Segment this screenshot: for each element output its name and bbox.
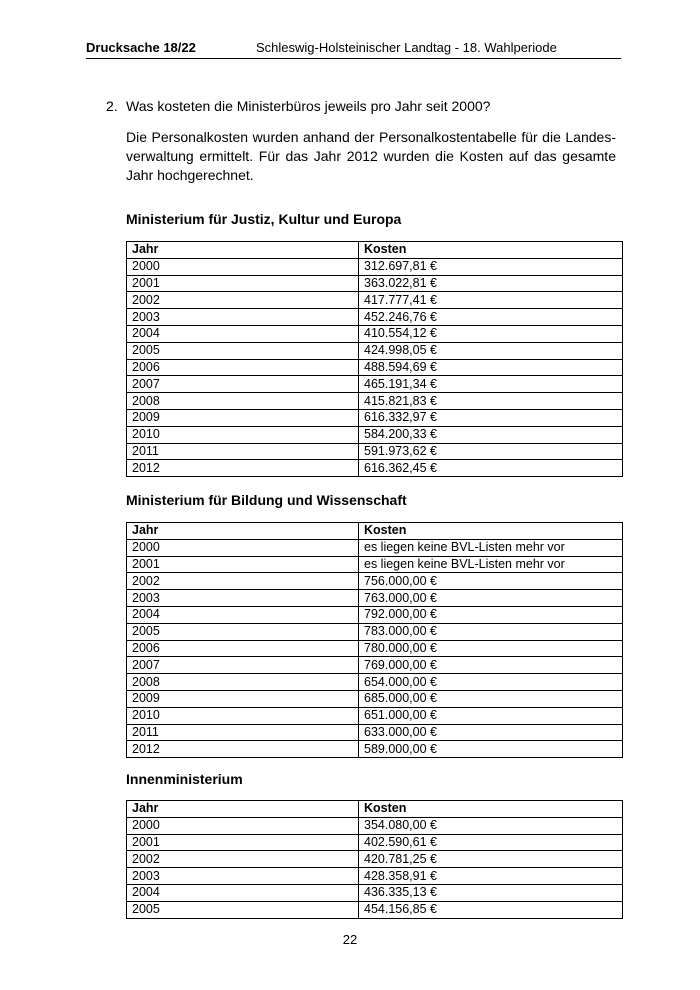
year-cell: 2011 xyxy=(127,724,359,741)
year-cell: 2002 xyxy=(127,851,359,868)
question-text: Was kosteten die Ministerbüros jeweils pro Jahr seit 2000? xyxy=(126,98,491,114)
year-cell: 2010 xyxy=(127,426,359,443)
section-title-bildung: Ministerium für Bildung und Wissenschaft xyxy=(126,492,407,508)
cost-table-innen xyxy=(126,800,623,919)
section-title-justiz: Ministerium für Justiz, Kultur und Europa xyxy=(126,211,402,227)
cost-cell: 454.156,85 € xyxy=(359,901,623,918)
table-header-row xyxy=(127,523,623,540)
question xyxy=(106,97,490,115)
year-cell: 2008 xyxy=(127,393,359,410)
year-cell: 2006 xyxy=(127,359,359,376)
year-cell: 2000 xyxy=(127,817,359,834)
year-cell: 2012 xyxy=(127,741,359,758)
cost-cell: 417.777,41 € xyxy=(359,292,623,309)
year-cell: 2004 xyxy=(127,325,359,342)
year-cell: 2009 xyxy=(127,409,359,426)
column-header-cost: Kosten xyxy=(359,242,623,259)
table-row xyxy=(127,443,623,460)
cost-cell: 780.000,00 € xyxy=(359,640,623,657)
cost-cell: 452.246,76 € xyxy=(359,309,623,326)
table-row xyxy=(127,884,623,901)
year-cell: 2005 xyxy=(127,623,359,640)
cost-cell: 616.332,97 € xyxy=(359,409,623,426)
cost-cell: 769.000,00 € xyxy=(359,657,623,674)
table-row xyxy=(127,606,623,623)
cost-table-justiz xyxy=(126,241,623,477)
table-row xyxy=(127,640,623,657)
cost-cell: 312.697,81 € xyxy=(359,258,623,275)
cost-cell: 616.362,45 € xyxy=(359,460,623,477)
cost-cell: es liegen keine BVL-Listen mehr vor xyxy=(359,539,623,556)
year-cell: 2005 xyxy=(127,901,359,918)
year-cell: 2010 xyxy=(127,707,359,724)
table-row xyxy=(127,556,623,573)
cost-cell: 591.973,62 € xyxy=(359,443,623,460)
table-row xyxy=(127,539,623,556)
column-header-year: Jahr xyxy=(127,523,359,540)
page-number: 22 xyxy=(342,932,358,947)
cost-cell: 402.590,61 € xyxy=(359,834,623,851)
cost-cell: 428.358,91 € xyxy=(359,868,623,885)
table-row xyxy=(127,834,623,851)
year-cell: 2007 xyxy=(127,376,359,393)
year-cell: 2003 xyxy=(127,309,359,326)
cost-table-bildung xyxy=(126,522,623,758)
cost-cell: 410.554,12 € xyxy=(359,325,623,342)
table-row xyxy=(127,309,623,326)
table-row xyxy=(127,724,623,741)
section-title-innen: Innenministerium xyxy=(126,771,243,787)
cost-cell: 589.000,00 € xyxy=(359,741,623,758)
document-number: Drucksache 18/22 xyxy=(86,40,196,55)
table-row xyxy=(127,460,623,477)
table-header-row xyxy=(127,242,623,259)
table-row xyxy=(127,426,623,443)
year-cell: 2011 xyxy=(127,443,359,460)
cost-cell: 654.000,00 € xyxy=(359,674,623,691)
table-row xyxy=(127,325,623,342)
cost-cell: 763.000,00 € xyxy=(359,590,623,607)
year-cell: 2007 xyxy=(127,657,359,674)
cost-cell: 420.781,25 € xyxy=(359,851,623,868)
column-header-year: Jahr xyxy=(127,801,359,818)
year-cell: 2004 xyxy=(127,884,359,901)
cost-cell: 415.821,83 € xyxy=(359,393,623,410)
year-cell: 2003 xyxy=(127,868,359,885)
page-header xyxy=(86,38,621,59)
year-cell: 2000 xyxy=(127,258,359,275)
table-row xyxy=(127,573,623,590)
year-cell: 2005 xyxy=(127,342,359,359)
table-row xyxy=(127,342,623,359)
table-row xyxy=(127,868,623,885)
cost-cell: 783.000,00 € xyxy=(359,623,623,640)
table-row xyxy=(127,851,623,868)
year-cell: 2002 xyxy=(127,573,359,590)
table-row xyxy=(127,258,623,275)
year-cell: 2012 xyxy=(127,460,359,477)
cost-cell: 424.998,05 € xyxy=(359,342,623,359)
parliament-title: Schleswig-Holsteinischer Landtag - 18. Wahlperiode xyxy=(256,40,557,55)
cost-cell: 488.594,69 € xyxy=(359,359,623,376)
cost-cell: es liegen keine BVL-Listen mehr vor xyxy=(359,556,623,573)
table-row xyxy=(127,590,623,607)
table-header-row xyxy=(127,801,623,818)
year-cell: 2001 xyxy=(127,275,359,292)
table-row xyxy=(127,707,623,724)
year-cell: 2001 xyxy=(127,556,359,573)
cost-cell: 633.000,00 € xyxy=(359,724,623,741)
cost-cell: 465.191,34 € xyxy=(359,376,623,393)
table-row xyxy=(127,741,623,758)
cost-cell: 685.000,00 € xyxy=(359,690,623,707)
year-cell: 2002 xyxy=(127,292,359,309)
table-row xyxy=(127,292,623,309)
cost-cell: 756.000,00 € xyxy=(359,573,623,590)
table-row xyxy=(127,657,623,674)
year-cell: 2009 xyxy=(127,690,359,707)
column-header-cost: Kosten xyxy=(359,801,623,818)
column-header-year: Jahr xyxy=(127,242,359,259)
year-cell: 2001 xyxy=(127,834,359,851)
table-row xyxy=(127,817,623,834)
year-cell: 2004 xyxy=(127,606,359,623)
table-row xyxy=(127,674,623,691)
table-row xyxy=(127,623,623,640)
table-row xyxy=(127,393,623,410)
year-cell: 2008 xyxy=(127,674,359,691)
question-number: 2. xyxy=(106,98,118,114)
table-row xyxy=(127,901,623,918)
table-row xyxy=(127,275,623,292)
cost-cell: 792.000,00 € xyxy=(359,606,623,623)
table-row xyxy=(127,359,623,376)
year-cell: 2003 xyxy=(127,590,359,607)
column-header-cost: Kosten xyxy=(359,523,623,540)
table-row xyxy=(127,376,623,393)
table-row xyxy=(127,409,623,426)
cost-cell: 651.000,00 € xyxy=(359,707,623,724)
cost-cell: 436.335,13 € xyxy=(359,884,623,901)
cost-cell: 363.022,81 € xyxy=(359,275,623,292)
year-cell: 2000 xyxy=(127,539,359,556)
answer-text: Die Personalkosten wurden anhand der Personalkostentabelle für die Landes-verwaltung ermittelt. Für das Jahr 2012 wurden die Kosten auf das gesamte Jahr hochgerechnet. xyxy=(126,129,616,183)
cost-cell: 354.080,00 € xyxy=(359,817,623,834)
cost-cell: 584.200,33 € xyxy=(359,426,623,443)
year-cell: 2006 xyxy=(127,640,359,657)
table-row xyxy=(127,690,623,707)
